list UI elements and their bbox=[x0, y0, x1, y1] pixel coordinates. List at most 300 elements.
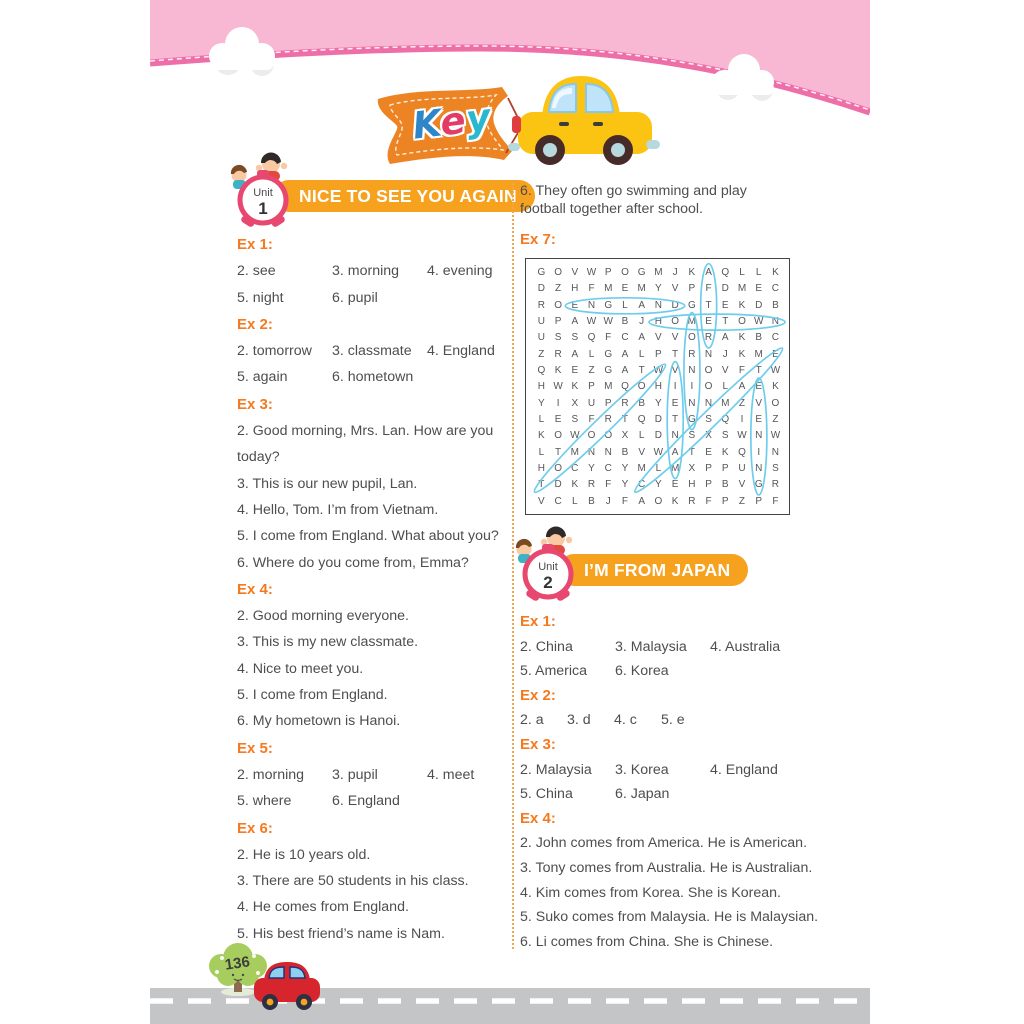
wordsearch-cell: U bbox=[738, 462, 746, 474]
answer-row bbox=[237, 258, 513, 284]
wordsearch-cell: G bbox=[687, 299, 696, 311]
answer-cell: 3. pupil bbox=[332, 766, 378, 783]
wordsearch-cell: K bbox=[738, 348, 746, 360]
workbook-page bbox=[150, 0, 870, 1024]
wordsearch-cell: V bbox=[571, 267, 579, 278]
wordsearch-cell: P bbox=[554, 315, 562, 327]
wordsearch-cell: Y bbox=[588, 462, 595, 474]
answer-line: 2. He is 10 years old. bbox=[237, 846, 371, 863]
wordsearch-cell: D bbox=[671, 299, 679, 311]
wordsearch-cell: X bbox=[705, 430, 712, 442]
car-illustration bbox=[508, 76, 660, 165]
wordsearch-cell: S bbox=[554, 332, 562, 344]
wordsearch-cell: M bbox=[754, 348, 763, 360]
wordsearch-cell: R bbox=[688, 495, 696, 507]
wordsearch-cell: D bbox=[755, 299, 763, 311]
wordsearch-cell: X bbox=[621, 430, 629, 442]
wordsearch-cell: W bbox=[603, 315, 613, 327]
wordsearch-cell: V bbox=[671, 332, 679, 344]
wordsearch-cell: C bbox=[604, 462, 612, 474]
answer-row bbox=[237, 285, 513, 311]
wordsearch-cell: A bbox=[571, 348, 579, 360]
wordsearch-cell: R bbox=[554, 348, 562, 360]
answer-line: 5. I come from England. What about you? bbox=[237, 528, 499, 545]
wordsearch-cell: I bbox=[740, 413, 744, 425]
wordsearch-cell: R bbox=[621, 397, 629, 409]
wordsearch-row bbox=[533, 477, 784, 493]
wordsearch-cell: T bbox=[672, 348, 679, 360]
wordsearch-cell: P bbox=[705, 479, 712, 491]
answer-row bbox=[520, 659, 846, 684]
wordsearch-row bbox=[533, 347, 784, 363]
wordsearch-cell: P bbox=[755, 495, 763, 507]
wordsearch-cell: R bbox=[587, 479, 596, 491]
answer-cell: 3. morning bbox=[332, 263, 400, 280]
wordsearch-cell: Q bbox=[537, 364, 546, 376]
wordsearch-cell: S bbox=[688, 430, 696, 442]
answer-row bbox=[237, 364, 513, 390]
wordsearch-cell: O bbox=[587, 430, 596, 442]
answer-row bbox=[520, 635, 846, 660]
wordsearch-cell: W bbox=[570, 430, 580, 442]
wordsearch-cell: K bbox=[688, 267, 696, 278]
wordsearch-cell: M bbox=[637, 283, 646, 295]
wordsearch-row bbox=[533, 265, 784, 281]
exercise-label: Ex 2: bbox=[237, 315, 273, 333]
answer-cell: 4. evening bbox=[427, 263, 493, 280]
wordsearch-cell: G bbox=[604, 364, 613, 376]
wordsearch-cell: Q bbox=[721, 267, 730, 278]
answer-cell: 5. e bbox=[661, 712, 685, 729]
wordsearch-cell: Y bbox=[655, 283, 662, 295]
answer-line: 4. Hello, Tom. I’m from Vietnam. bbox=[237, 501, 439, 518]
answer-row bbox=[237, 788, 513, 814]
wordsearch-cell: M bbox=[654, 267, 663, 278]
wordsearch-cell: L bbox=[588, 348, 595, 360]
wordsearch-cell: F bbox=[772, 495, 779, 507]
wordsearch-cell: K bbox=[738, 299, 746, 311]
wordsearch-cell: T bbox=[705, 299, 712, 311]
wordsearch-cell: F bbox=[621, 495, 628, 507]
wordsearch-cell: V bbox=[538, 495, 545, 507]
wordsearch-cell: C bbox=[771, 283, 780, 295]
wordsearch-cell: E bbox=[755, 381, 763, 393]
wordsearch-cell: B bbox=[755, 332, 763, 344]
answer-line: 3. This is our new pupil, Lan. bbox=[237, 475, 418, 492]
wordsearch-grid bbox=[525, 258, 790, 515]
wordsearch-row bbox=[533, 445, 784, 461]
wordsearch-cell: N bbox=[704, 348, 713, 360]
wordsearch-cell: U bbox=[587, 397, 596, 409]
wordsearch-cell: G bbox=[604, 299, 613, 311]
wordsearch-cell: O bbox=[738, 315, 746, 327]
wordsearch-cell: B bbox=[721, 479, 729, 491]
answer-cell: 4. meet bbox=[427, 766, 475, 783]
wordsearch-cell: I bbox=[673, 381, 677, 393]
wordsearch-cell: E bbox=[554, 413, 562, 425]
answer-cell: 5. where bbox=[237, 793, 292, 810]
wordsearch-cell: J bbox=[639, 315, 645, 327]
answer-cell: 6. hometown bbox=[332, 369, 414, 386]
key-letter: e bbox=[437, 98, 469, 145]
wordsearch-cell: B bbox=[588, 495, 595, 507]
answer-row bbox=[237, 338, 513, 364]
wordsearch-cell: R bbox=[771, 479, 780, 491]
wordsearch-cell: F bbox=[605, 332, 612, 344]
wordsearch-cell: A bbox=[638, 299, 645, 311]
wordsearch-cell: V bbox=[638, 446, 645, 458]
wordsearch-cell: Y bbox=[621, 479, 629, 491]
wordsearch-cell: S bbox=[705, 413, 712, 425]
wordsearch-cell: S bbox=[721, 430, 729, 442]
wordsearch-cell: S bbox=[571, 332, 579, 344]
wordsearch-cell: T bbox=[621, 413, 628, 425]
wordsearch-cell: N bbox=[654, 299, 662, 311]
wordsearch-cell: P bbox=[721, 495, 729, 507]
wordsearch-cell: I bbox=[556, 397, 560, 409]
wordsearch-row bbox=[533, 396, 784, 412]
unit1-title-pill: NICE TO SEE YOU AGAIN bbox=[273, 180, 535, 212]
wordsearch-cell: B bbox=[772, 299, 779, 311]
wordsearch-cell: N bbox=[771, 315, 780, 327]
wordsearch-cell: N bbox=[704, 397, 713, 409]
wordsearch-cell: B bbox=[621, 446, 629, 458]
wordsearch-cell: J bbox=[722, 348, 728, 360]
wordsearch-cell: L bbox=[722, 381, 729, 393]
answer-cell: 6. Japan bbox=[615, 786, 670, 803]
wordsearch-cell: B bbox=[638, 397, 645, 409]
svg-text:Unit: Unit bbox=[253, 187, 273, 199]
wordsearch-cell: C bbox=[771, 332, 780, 344]
wordsearch-row bbox=[533, 330, 784, 346]
key-letter: K bbox=[410, 101, 443, 148]
answer-cell: 5. again bbox=[237, 369, 288, 386]
wordsearch-cell: R bbox=[604, 413, 612, 425]
header-artwork bbox=[150, 0, 870, 175]
answer-cell: 2. morning bbox=[237, 766, 305, 783]
wordsearch-row bbox=[533, 494, 784, 510]
wordsearch-cell: G bbox=[537, 267, 546, 278]
wordsearch-cell: A bbox=[738, 381, 746, 393]
wordsearch-cell: W bbox=[770, 364, 781, 376]
wordsearch-cell: N bbox=[755, 430, 763, 442]
exercise-label: Ex 3: bbox=[237, 395, 273, 413]
wordsearch-cell: Q bbox=[637, 413, 646, 425]
wordsearch-cell: Q bbox=[721, 413, 730, 425]
wordsearch-cell: K bbox=[772, 381, 779, 393]
wordsearch-cell: P bbox=[604, 397, 612, 409]
answer-cell: 3. Korea bbox=[615, 761, 669, 778]
wordsearch-cell: M bbox=[670, 462, 680, 474]
wordsearch-cell: O bbox=[554, 462, 562, 474]
wordsearch-cell: O bbox=[687, 332, 696, 344]
wordsearch-cell: N bbox=[671, 430, 679, 442]
wordsearch-cell: T bbox=[638, 364, 645, 376]
answer-cell: 6. pupil bbox=[332, 289, 378, 306]
wordsearch-cell: Y bbox=[655, 479, 662, 491]
wordsearch-cell: G bbox=[637, 267, 646, 278]
wordsearch-cell: L bbox=[572, 495, 578, 507]
wordsearch-cell: N bbox=[688, 397, 696, 409]
exercise-label: Ex 7: bbox=[520, 231, 556, 248]
wordsearch-cell: G bbox=[687, 413, 696, 425]
wordsearch-cell: C bbox=[571, 462, 579, 474]
wordsearch-cell: O bbox=[654, 495, 663, 507]
wordsearch-cell: F bbox=[588, 413, 595, 425]
answer-line: 4. Nice to meet you. bbox=[237, 660, 364, 677]
answer-row bbox=[520, 782, 846, 807]
wordsearch-cell: O bbox=[621, 267, 629, 278]
wordsearch-row bbox=[533, 314, 784, 330]
wordsearch-cell: A bbox=[621, 364, 629, 376]
wordsearch-letters bbox=[533, 265, 784, 510]
answer-line: 5. Suko comes from Malaysia. He is Malaysian. bbox=[520, 909, 819, 926]
wordsearch-cell: E bbox=[755, 283, 763, 295]
wordsearch-cell: Z bbox=[588, 364, 595, 376]
answer-cell: 5. China bbox=[520, 786, 573, 803]
answer-cell: 2. tomorrow bbox=[237, 343, 312, 360]
wordsearch-cell: O bbox=[704, 364, 713, 376]
wordsearch-cell: W bbox=[586, 315, 597, 327]
wordsearch-cell: H bbox=[654, 381, 662, 393]
answer-cell: 4. England bbox=[710, 761, 778, 778]
wordsearch-cell: K bbox=[554, 364, 562, 376]
answer-cell: 5. America bbox=[520, 663, 588, 680]
wordsearch-cell: D bbox=[654, 413, 662, 425]
car-taillight bbox=[512, 116, 521, 133]
wordsearch-cell: E bbox=[772, 348, 779, 360]
key-letter: y bbox=[463, 95, 494, 142]
wordsearch-cell: M bbox=[687, 315, 696, 327]
answer-line: 2. Good morning everyone. bbox=[237, 608, 409, 625]
wordsearch-cell: Z bbox=[538, 348, 545, 360]
answer-line: 2. Good morning, Mrs. Lan. How are you today? bbox=[237, 423, 494, 466]
wordsearch-cell: A bbox=[621, 348, 629, 360]
wordsearch-cell: O bbox=[637, 381, 646, 393]
wordsearch-cell: Z bbox=[738, 495, 746, 507]
wordsearch-cell: Z bbox=[772, 413, 779, 425]
wordsearch-cell: N bbox=[771, 446, 780, 458]
wordsearch-cell: F bbox=[588, 283, 595, 295]
wordsearch-cell: V bbox=[671, 283, 679, 295]
wordsearch-cell: W bbox=[770, 430, 781, 442]
wordsearch-cell: D bbox=[654, 430, 662, 442]
wordsearch-cell: E bbox=[671, 397, 679, 409]
wordsearch-cell: T bbox=[555, 446, 562, 458]
wordsearch-cell: Y bbox=[538, 397, 545, 409]
wordsearch-row bbox=[533, 363, 784, 379]
wordsearch-cell: V bbox=[755, 397, 763, 409]
wordsearch-cell: J bbox=[672, 267, 678, 278]
wordsearch-cell: S bbox=[772, 462, 779, 474]
answer-cell bbox=[427, 285, 513, 311]
unit2-header bbox=[518, 540, 748, 604]
wordsearch-cell: F bbox=[705, 283, 712, 295]
wordsearch-cell: H bbox=[537, 381, 545, 393]
wordsearch-cell: O bbox=[704, 381, 713, 393]
answer-cell bbox=[710, 659, 846, 684]
wordsearch-cell: G bbox=[754, 479, 763, 491]
answer-row bbox=[237, 762, 513, 788]
exercise-label: Ex 1: bbox=[237, 236, 273, 253]
wordsearch-cell: V bbox=[721, 364, 729, 376]
answer-cell: 3. d bbox=[567, 712, 591, 729]
wordsearch-cell: A bbox=[638, 332, 645, 344]
wordsearch-cell: F bbox=[738, 364, 746, 376]
unit2-badge bbox=[518, 542, 578, 606]
wordsearch-cell: W bbox=[653, 364, 664, 376]
answer-row bbox=[520, 708, 846, 733]
wordsearch-cell: I bbox=[757, 446, 761, 458]
wordsearch-cell: N bbox=[755, 462, 763, 474]
wordsearch-cell: Z bbox=[555, 283, 562, 295]
wordsearch-cell: Z bbox=[738, 397, 746, 409]
wordsearch-cell: Q bbox=[621, 381, 629, 393]
wordsearch-cell: A bbox=[638, 495, 645, 507]
wordsearch-cell: B bbox=[621, 315, 629, 327]
wordsearch-cell: H bbox=[654, 315, 662, 327]
wordsearch-cell: O bbox=[604, 430, 613, 442]
exercise-label: Ex 2: bbox=[520, 686, 556, 704]
unit2-answers-column bbox=[520, 610, 846, 954]
wordsearch-cell: O bbox=[671, 315, 679, 327]
svg-text:2: 2 bbox=[543, 573, 553, 592]
column-divider bbox=[512, 183, 514, 949]
wordsearch-cell: I bbox=[690, 381, 694, 393]
wordsearch-cell: D bbox=[721, 283, 729, 295]
exercise-label: Ex 5: bbox=[237, 739, 273, 757]
answer-line: 5. His best friend’s name is Nam. bbox=[237, 925, 445, 942]
wordsearch-cell: C bbox=[621, 332, 629, 344]
wordsearch-cell: D bbox=[554, 479, 562, 491]
wordsearch-row bbox=[533, 281, 784, 297]
answer-cell: 6. England bbox=[332, 793, 400, 810]
wordsearch-cell: P bbox=[604, 267, 612, 278]
wordsearch-cell: X bbox=[571, 397, 579, 409]
wordsearch-row bbox=[533, 298, 784, 314]
wordsearch-cell: P bbox=[705, 462, 712, 474]
wordsearch-cell: Q bbox=[738, 446, 746, 458]
wordsearch-cell: W bbox=[753, 315, 764, 327]
unit1-header bbox=[233, 166, 535, 230]
wordsearch-row bbox=[533, 379, 784, 395]
wordsearch-cell: N bbox=[587, 299, 596, 311]
wordsearch-cell: N bbox=[587, 446, 596, 458]
wordsearch-cell: K bbox=[738, 332, 746, 344]
wordsearch-row bbox=[533, 412, 784, 428]
wordsearch-cell: W bbox=[737, 430, 747, 442]
wordsearch-cell: Y bbox=[621, 462, 629, 474]
wordsearch-cell: K bbox=[571, 479, 579, 491]
wordsearch-cell: G bbox=[604, 348, 613, 360]
exercise-label: Ex 3: bbox=[520, 735, 556, 753]
wordsearch-cell: F bbox=[605, 479, 612, 491]
svg-text:Unit: Unit bbox=[538, 561, 558, 573]
answer-line: 6. Where do you come from, Emma? bbox=[237, 554, 469, 571]
wordsearch-cell: E bbox=[571, 364, 579, 376]
answer-line: 3. Tony comes from Australia. He is Australian. bbox=[520, 859, 813, 876]
wordsearch-cell: K bbox=[538, 430, 545, 442]
wordsearch-cell: T bbox=[755, 364, 762, 376]
wordsearch-cell: L bbox=[638, 348, 645, 360]
answer-line: 3. There are 50 students in his class. bbox=[237, 873, 469, 890]
wordsearch-cell: C bbox=[638, 479, 646, 491]
wordsearch-cell: E bbox=[705, 446, 712, 458]
wordsearch-cell: T bbox=[538, 479, 545, 491]
wordsearch-cell: W bbox=[553, 381, 563, 393]
wordsearch-cell: L bbox=[638, 430, 645, 442]
exercise-label: Ex 1: bbox=[520, 613, 556, 630]
unit2-title-pill: I’M FROM JAPAN bbox=[558, 554, 748, 586]
answer-cell: 4. Australia bbox=[710, 638, 781, 655]
wordsearch-cell: F bbox=[705, 495, 712, 507]
wordsearch-cell: E bbox=[671, 479, 679, 491]
wordsearch-cell: H bbox=[571, 283, 579, 295]
answer-cell: 4. c bbox=[614, 712, 637, 729]
wordsearch-cell: M bbox=[737, 283, 747, 295]
page-number: 136 bbox=[223, 953, 251, 974]
answer-cell: 5. night bbox=[237, 289, 284, 306]
wordsearch-cell: E bbox=[721, 299, 729, 311]
wordsearch-cell: O bbox=[554, 430, 562, 442]
wordsearch-cell: M bbox=[570, 446, 579, 458]
wordsearch-cell: T bbox=[688, 446, 695, 458]
wordsearch-cell: M bbox=[721, 397, 730, 409]
wordsearch-cell: C bbox=[554, 495, 562, 507]
answer-cell: 2. see bbox=[237, 263, 276, 280]
answer-cell: 2. a bbox=[520, 712, 544, 729]
wordsearch-cell: N bbox=[604, 446, 612, 458]
svg-text:1: 1 bbox=[258, 199, 268, 218]
answer-cell: 6. Korea bbox=[615, 663, 669, 680]
answer-line: 5. I come from England. bbox=[237, 687, 388, 704]
wordsearch-cell: U bbox=[537, 332, 545, 344]
wordsearch-cell: E bbox=[621, 283, 629, 295]
wordsearch-cell: T bbox=[722, 315, 729, 327]
wordsearch-cell: R bbox=[688, 348, 696, 360]
answer-cell bbox=[427, 364, 513, 390]
unit1-badge bbox=[233, 168, 293, 232]
wordsearch-cell: Y bbox=[655, 397, 662, 409]
answer-cell bbox=[710, 782, 846, 807]
wordsearch-row bbox=[533, 428, 784, 444]
wordsearch-cell: A bbox=[571, 315, 579, 327]
wordsearch-cell: K bbox=[571, 381, 579, 393]
unit1-answers-column bbox=[237, 231, 513, 947]
wordsearch-cell: K bbox=[721, 446, 729, 458]
answer-line: 6. They often go swimming and play football together after school. bbox=[520, 183, 747, 217]
wordsearch-cell: K bbox=[671, 495, 679, 507]
unit1-continuation-block bbox=[520, 183, 782, 249]
answer-cell: 2. China bbox=[520, 638, 573, 655]
wordsearch-cell: L bbox=[739, 267, 745, 278]
wordsearch-cell: X bbox=[688, 462, 696, 474]
exercise-label: Ex 4: bbox=[237, 580, 273, 598]
wordsearch-cell: R bbox=[537, 299, 545, 311]
wordsearch-cell: K bbox=[772, 267, 779, 278]
wordsearch-cell: A bbox=[705, 267, 712, 278]
wordsearch-cell: L bbox=[622, 299, 628, 311]
wordsearch-cell: H bbox=[688, 479, 696, 491]
footer-artwork bbox=[150, 942, 870, 1024]
wordsearch-cell: D bbox=[537, 283, 545, 295]
wordsearch-cell: L bbox=[655, 462, 662, 474]
wordsearch-cell: P bbox=[655, 348, 662, 360]
wordsearch-cell: A bbox=[671, 446, 679, 458]
answer-line: 4. He comes from England. bbox=[237, 899, 409, 916]
wordsearch-cell: E bbox=[705, 315, 712, 327]
wordsearch-cell: R bbox=[704, 332, 713, 344]
